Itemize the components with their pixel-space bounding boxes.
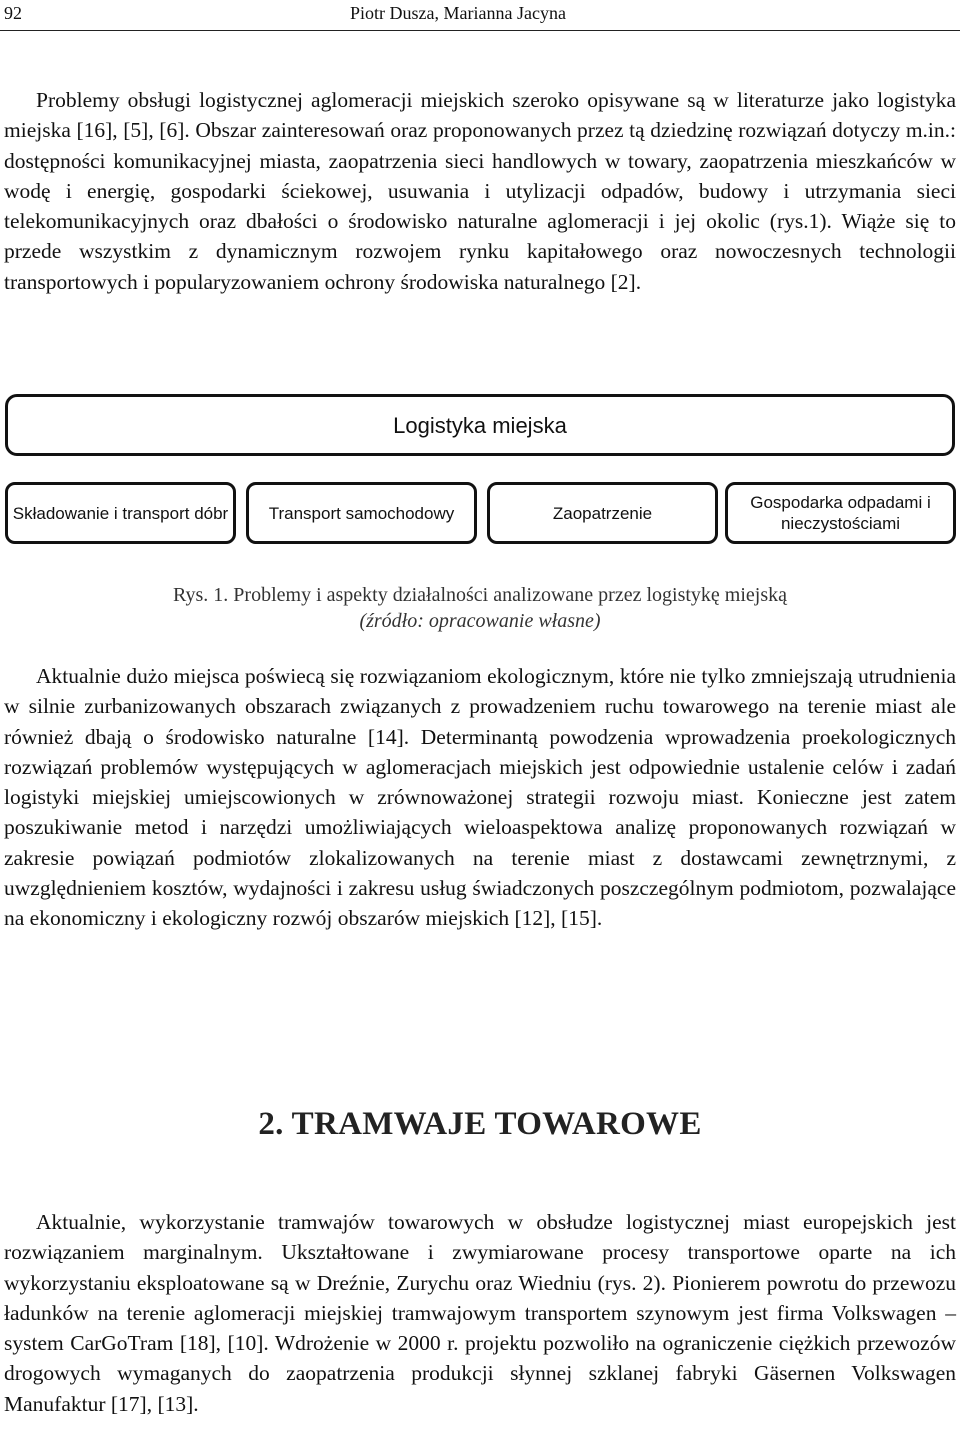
diagram-box-zaopatrzenie: Zaopatrzenie xyxy=(487,482,718,544)
paragraph-ecological: Aktualnie dużo miejsca poświecą się rozwiązaniom ekologicznym, które nie tylko zmniejszają utrudnienia w silnie zurbanizowanych obszarach związanych z prowadzeniem ruchu towarowego na terenie miast ale również dbają o środowisko naturalne [14]. Determinantą powodzenia wprowadzenia proekologicznych rozwiązań problemów występujących w aglomeracjach miejskich jest odpowiednie ustalenie celów i zadań logistyki miejskiej umiejscowionych w zrównoważonej strategii rozwoju miast. Konieczne jest zatem poszukiwanie metod i narzędzi umożliwiających wieloaspektowa analizę proponowanych rozwiązań w zakresie powiązań podmiotów zlokalizowanych na terenie miast z dostawcami zewnętrznymi, z uwzględnieniem kosztów, wydajności i zakresu usług świadczonych poszczególnym podmiotom, pozwalające na ekonomiczny i ekologiczny rozwój obszarów miejskich [12], [15]. xyxy=(4,664,956,931)
figure-urban-logistics-diagram xyxy=(0,390,960,560)
page-number: 92 xyxy=(4,3,22,23)
paragraph-cargo-trams: Aktualnie, wykorzystanie tramwajów towarowych w obsłudze logistycznej miast europejskich jest rozwiązaniem marginalnym. Ukształtowane i zwymiarowane procesy transportowe oparte na ich wykorzystaniu eksploatowane są w Dreźnie, Zurychu oraz Wiedniu (rys. 2). Pionierem powrotu do przewozu ładunków na terenie aglomeracji miejskiej tramwajowym transportem szynowym jest firma Volkswagen – system CarGoTram [18], [10]. Wdrożenie w 2000 r. projektu pozwoliło na ograniczenie ciężkich przewozów drogowych wymaganych do zaopatrzenia produkcji słynnej szklanej fabryki Gäsernen Volkswagen Manufaktur [17], [13]. xyxy=(4,1210,956,1416)
paragraph-intro: Problemy obsługi logistycznej aglomeracji miejskich szeroko opisywane są w literaturze jako logistyka miejska [16], [5], [6]. Obszar zainteresowań oraz proponowanych przez tą dziedzinę rozwiązań dotyczy m.in.: dostępności komunikacyjnej miasta, zaopatrzenia sieci handlowych w towary, zaopatrzenia mieszkańców w wodę i energię, gospodarki ściekowej, usuwania i utylizacji odpadów, budowy i utrzymania sieci telekomunikacyjnych oraz dbałości o środowisko naturalne aglomeracji i jej okolic (rys.1). Wiąże się to przede wszystkim z dynamicznym rozwojem rynku kapitałowego oraz nowoczesnych technologii transportowych i popularyzowaniem ochrony środowiska naturalnego [2]. xyxy=(4,88,956,294)
diagram-box-transport-samochodowy: Transport samochodowy xyxy=(246,482,477,544)
section-heading: 2. TRAMWAJE TOWAROWE xyxy=(258,1106,702,1142)
diagram-box-skladowanie: Składowanie i transport dóbr xyxy=(5,482,236,544)
diagram-box-logistyka-miejska: Logistyka miejska xyxy=(5,394,955,456)
page-header xyxy=(0,0,960,31)
figure-caption: Rys. 1. Problemy i aspekty działalności analizowane przez logistykę miejską xyxy=(172,584,788,606)
figure-source: (źródło: opracowanie własne) xyxy=(359,610,601,632)
diagram-box-gospodarka-odpadami: Gospodarka odpadami i nieczystościami xyxy=(725,482,956,544)
running-title: Piotr Dusza, Marianna Jacyna xyxy=(350,3,566,23)
